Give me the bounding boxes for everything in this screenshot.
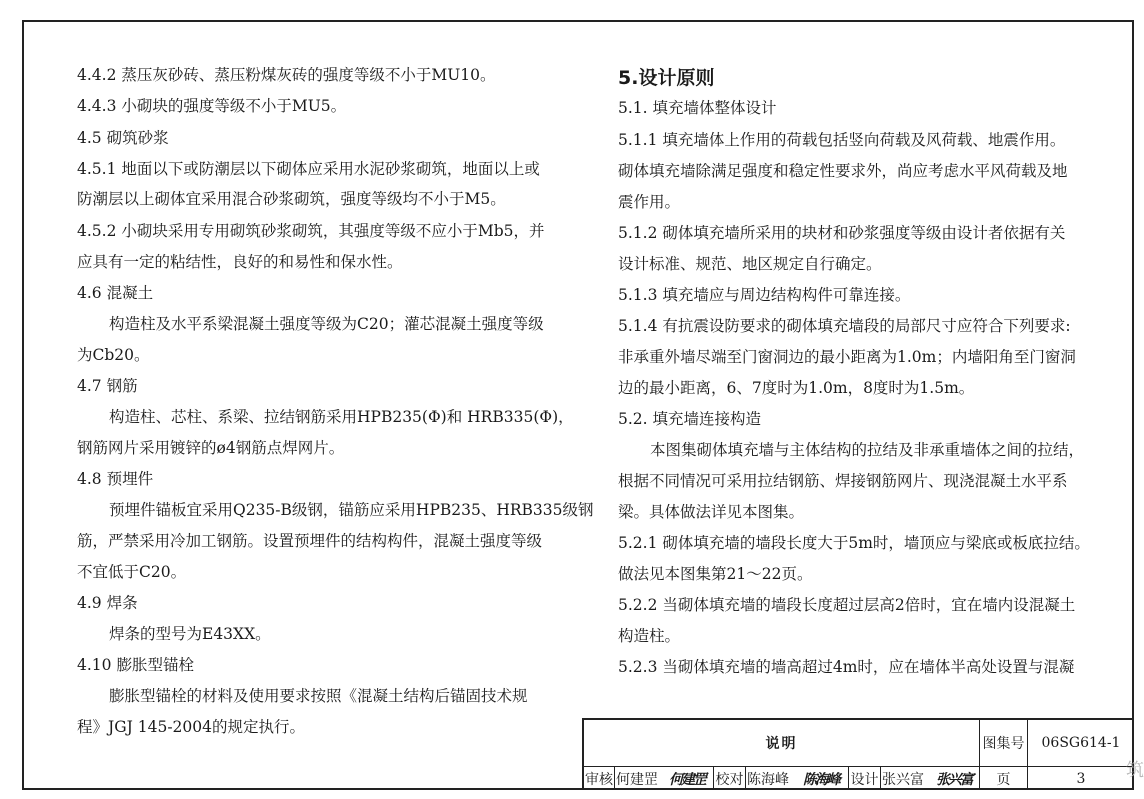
checker-signature: 陈海峰	[803, 771, 839, 788]
text-line: 4.4.3 小砌块的强度等级不小于MU5。	[77, 97, 347, 115]
text-line: 本图集砌体填充墙与主体结构的拉结及非承重墙体之间的拉结，	[650, 441, 1085, 459]
review-label: 审核	[585, 771, 613, 788]
atlas-number-label: 图集号	[982, 736, 1025, 752]
text-line: 构造柱。	[618, 627, 681, 645]
text-line: 构造柱及水平系梁混凝土强度等级为C20；灌芯混凝土强度等级	[109, 315, 544, 333]
section-heading: 4.6 混凝土	[77, 284, 154, 302]
section-heading: 5.2. 填充墙连接构造	[618, 410, 762, 428]
text-line: 防潮层以上砌体宜采用混合砂浆砌筑，强度等级均不小于M5。	[77, 190, 506, 208]
text-line: 做法见本图集第21～22页。	[618, 565, 813, 583]
section-heading: 4.5 砌筑砂浆	[77, 129, 169, 147]
text-line: 4.5.1 地面以下或防潮层以下砌体应采用水泥砂浆砌筑，地面以上或	[77, 160, 540, 178]
title-block	[582, 718, 1134, 790]
checker-name: 陈海峰	[747, 771, 789, 788]
text-line: 钢筋网片采用镀锌的ø4钢筋点焊网片。	[77, 439, 345, 457]
text-line: 应具有一定的粘结性，良好的和易性和保水性。	[77, 253, 403, 271]
text-line: 膨胀型锚栓的材料及使用要求按照《混凝土结构后锚固技术规	[109, 687, 528, 705]
drawing-title: 说明	[765, 736, 798, 752]
text-line: 砌体填充墙除满足强度和稳定性要求外，尚应考虑水平风荷载及地	[618, 162, 1068, 180]
text-line: 构造柱、芯柱、系梁、拉结钢筋采用HPB235(Φ)和 HRB335(Φ)，	[109, 408, 574, 426]
text-line: 预埋件锚板宜采用Q235-B级钢，锚筋应采用HPB235、HRB335级钢	[109, 501, 594, 519]
page-number: 3	[1076, 770, 1086, 787]
text-line: 5.2.1 砌体填充墙的墙段长度大于5m时，墙顶应与梁底或板底拉结。	[618, 534, 1090, 552]
text-line: 5.2.2 当砌体填充墙的墙段长度超过层高2倍时，宜在墙内设混凝土	[618, 596, 1076, 614]
text-line: 程》JGJ 145-2004的规定执行。	[77, 718, 306, 736]
text-line: 梁。具体做法详见本图集。	[618, 503, 805, 521]
text-line: 5.2.3 当砌体填充墙的墙高超过4m时，应在墙体半高处设置与混凝	[618, 658, 1075, 676]
text-line: 5.1.4 有抗震设防要求的砌体填充墙段的局部尺寸应符合下列要求:	[618, 317, 1071, 335]
text-line: 设计标准、规范、地区规定自行确定。	[618, 255, 882, 273]
text-line: 筋，严禁采用冷加工钢筋。设置预埋件的结构构件，混凝土强度等级	[77, 532, 543, 550]
section-heading: 4.7 钢筋	[77, 377, 138, 395]
text-line: 不宜低于C20。	[77, 563, 187, 581]
check-label: 校对	[715, 771, 744, 788]
text-line: 5.1.3 填充墙应与周边结构构件可靠连接。	[618, 286, 911, 304]
page-label: 页	[996, 771, 1011, 788]
designer-name: 张兴富	[882, 771, 924, 788]
atlas-number: 06SG614-1	[1041, 735, 1121, 751]
chapter-heading: 5.设计原则	[618, 67, 715, 89]
reviewer-name: 何建罡	[616, 771, 658, 788]
text-line: 4.4.2 蒸压灰砂砖、蒸压粉煤灰砖的强度等级不小于MU10。	[77, 66, 496, 84]
text-line: 5.1.2 砌体填充墙所采用的块材和砂浆强度等级由设计者依据有关	[618, 224, 1066, 242]
section-heading: 4.10 膨胀型锚栓	[77, 656, 194, 674]
designer-signature: 张兴富	[936, 771, 972, 788]
watermark: 筑	[1126, 760, 1144, 781]
text-line: 为Cb20。	[77, 346, 150, 364]
text-line: 震作用。	[618, 193, 681, 211]
text-line: 4.5.2 小砌块采用专用砌筑砂浆砌筑，其强度等级不应小于Mb5，并	[77, 222, 545, 240]
text-line: 5.1.1 填充墙体上作用的荷载包括竖向荷载及风荷载、地震作用。	[618, 131, 1066, 149]
reviewer-signature: 何建罡	[669, 771, 705, 788]
text-line: 边的最小距离，6、7度时为1.0m，8度时为1.5m。	[618, 379, 975, 397]
text-line: 焊条的型号为E43XX。	[109, 625, 271, 643]
section-heading: 5.1. 填充墙体整体设计	[618, 99, 777, 117]
section-heading: 4.8 预埋件	[77, 470, 154, 488]
text-line: 非承重外墙尽端至门窗洞边的最小距离为1.0m；内墙阳角至门窗洞	[618, 348, 1076, 366]
section-heading: 4.9 焊条	[77, 594, 138, 612]
text-line: 根据不同情况可采用拉结钢筋、焊接钢筋网片、现浇混凝土水平系	[618, 472, 1068, 490]
design-label: 设计	[850, 771, 879, 788]
